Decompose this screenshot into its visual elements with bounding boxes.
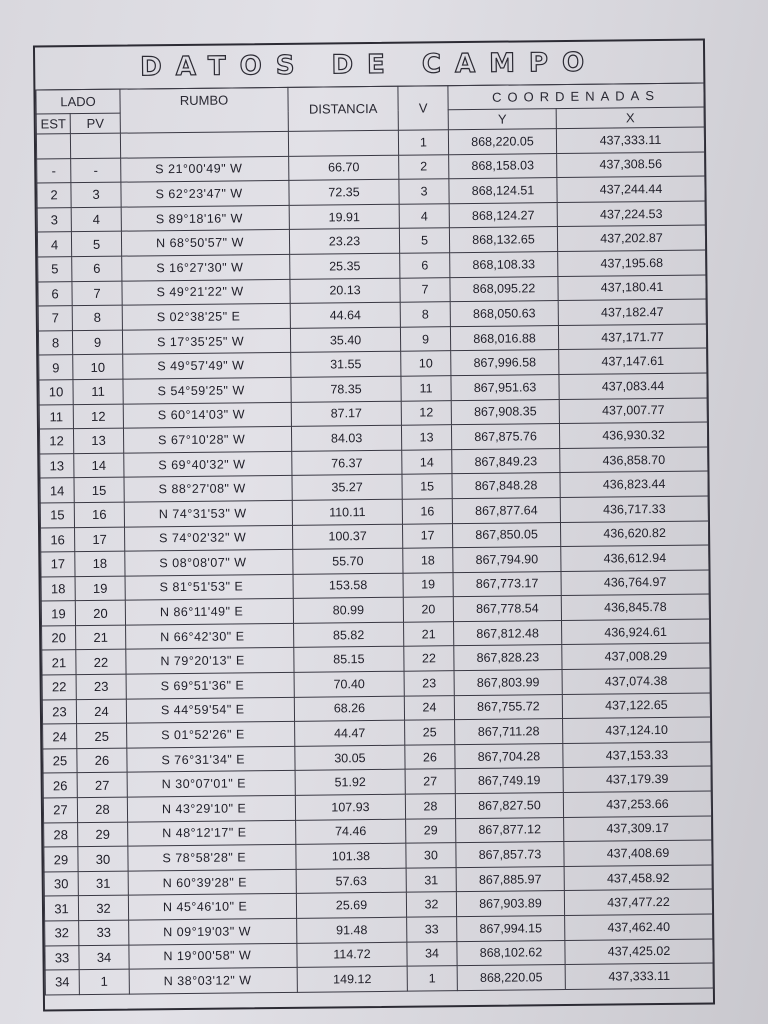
station-cell: 14 [40,478,74,503]
bearing-cell: S 60°14'03" W [123,402,291,428]
coord-y-cell: 868,132.65 [449,227,557,253]
bearing-cell: S 62°23'47" W [121,181,289,207]
vertex-cell: 12 [401,400,451,425]
distance-cell: 25.69 [296,893,406,919]
distance-cell: 110.11 [292,499,402,525]
station-cell: 20 [42,626,76,651]
coord-y-cell: 867,755.72 [454,694,562,720]
bearing-cell: S 21°00'49" W [121,156,289,182]
bearing-cell: N 66°42'30" E [126,623,294,649]
coord-x-cell: 437,182.47 [558,299,706,325]
coord-y-cell: 868,220.05 [457,965,565,991]
vertex-cell: 18 [403,548,453,573]
bearing-cell: N 43°29'10" E [127,795,295,821]
bearing-cell: N 45°46'10" E [128,894,296,920]
bearing-cell: S 01°52'26" E [127,722,295,748]
bearing-cell: S 81°51'53" E [125,574,293,600]
coord-y-cell: 867,951.63 [451,374,559,400]
vertex-cell: 25 [405,720,455,745]
sighted-point-cell: 25 [77,723,127,748]
bearing-cell: S 88°27'08" W [124,476,292,502]
sighted-point-cell: 13 [73,428,123,453]
coord-x-cell: 437,253.66 [563,791,711,817]
bearing-cell: N 68°50'57" W [121,230,289,256]
distance-cell: 153.58 [293,573,403,599]
station-cell: 32 [45,921,79,946]
coord-x-cell: 437,425.02 [565,939,713,965]
station-cell: 6 [38,281,72,306]
station-cell: 26 [43,773,77,798]
station-cell: 25 [43,748,77,773]
sighted-point-cell: 7 [72,281,122,306]
distance-cell: 91.48 [297,917,407,943]
coord-x-cell: 437,202.87 [557,225,705,251]
distance-cell: 35.40 [290,327,400,353]
sighted-point-cell: 17 [75,527,125,552]
vertex-cell: 9 [400,326,450,351]
sighted-point-cell: 1 [79,969,129,994]
bearing-cell: N 30°07'01" E [127,771,295,797]
vertex-cell: 32 [406,892,456,917]
station-cell: 23 [42,699,76,724]
distance-cell: 51.92 [295,770,405,796]
coord-y-cell: 867,778.54 [453,596,561,622]
sighted-point-cell: 19 [75,576,125,601]
vertex-cell: 28 [405,794,455,819]
distance-cell: 78.35 [291,376,401,402]
coord-y-cell: 867,857.73 [456,842,564,868]
bearing-cell: N 74°31'53" W [124,500,292,526]
station-cell: 10 [39,380,73,405]
coord-y-cell: 868,095.22 [450,276,558,302]
sighted-point-cell: 22 [76,650,126,675]
vertex-cell: 1 [398,130,448,155]
coord-y-cell: 867,812.48 [454,620,562,646]
sighted-point-cell: 18 [75,551,125,576]
station-cell: 18 [41,576,75,601]
coord-y-cell: 868,124.27 [449,202,557,228]
sighted-point-cell: 29 [78,822,128,847]
sighted-point-cell: 4 [71,207,121,232]
sighted-point-cell: 6 [72,256,122,281]
station-cell: 29 [44,847,78,872]
sighted-point-cell: 33 [79,920,129,945]
sighted-point-cell: 5 [71,232,121,257]
station-cell: 24 [43,724,77,749]
sighted-point-cell: 12 [73,404,123,429]
station-cell: 17 [41,552,75,577]
header-est: EST [36,114,70,134]
coord-y-cell: 867,848.28 [452,473,560,499]
station-cell: 16 [41,527,75,552]
coord-x-cell: 437,224.53 [557,201,705,227]
sighted-point-cell: 10 [73,354,123,379]
distance-cell: 66.70 [289,155,399,181]
coord-x-cell: 437,008.29 [562,643,710,669]
vertex-cell: 3 [399,179,449,204]
coord-x-cell: 437,074.38 [562,668,710,694]
coord-x-cell: 437,179.39 [563,766,711,792]
distance-cell: 149.12 [297,966,407,992]
sighted-point-cell: 30 [78,846,128,871]
bearing-cell: S 54°59'25" W [123,377,291,403]
coord-y-cell: 867,994.15 [457,916,565,942]
distance-cell: 70.40 [294,671,404,697]
station-cell: 13 [40,453,74,478]
coord-x-cell: 437,462.40 [565,914,713,940]
bearing-cell: S 44°59'54" E [126,697,294,723]
sighted-point-cell: 23 [76,674,126,699]
coord-y-cell: 867,875.76 [451,424,559,450]
distance-cell: 87.17 [291,401,401,427]
vertex-cell: 34 [407,941,457,966]
distance-cell: 85.82 [294,622,404,648]
station-cell: 12 [39,429,73,454]
distance-cell: 44.47 [295,720,405,746]
vertex-cell: 26 [405,745,455,770]
bearing-cell: N 48°12'17" E [128,820,296,846]
vertex-cell: 22 [404,646,454,671]
bearing-cell: N 19°00'58" W [129,943,297,969]
survey-table [35,83,713,996]
sighted-point-cell: 28 [77,797,127,822]
coord-x-cell: 436,930.32 [559,422,707,448]
sighted-point-cell: 16 [74,502,124,527]
station-cell: 3 [37,207,71,232]
coord-y-cell: 868,108.33 [450,252,558,278]
station-cell: 8 [38,330,72,355]
bearing-cell: N 38°03'12" W [129,968,297,994]
bearing-cell: N 86°11'49" E [125,599,293,625]
coord-y-cell: 867,849.23 [452,448,560,474]
coord-x-cell: 437,153.33 [563,742,711,768]
sighted-point-cell: 14 [74,453,124,478]
coord-x-cell: 437,147.61 [559,348,707,374]
coord-x-cell: 437,244.44 [557,176,705,202]
coord-x-cell: 436,764.97 [561,570,709,596]
coord-y-cell: 868,220.05 [448,129,556,155]
coord-x-cell: 437,171.77 [558,324,706,350]
station-cell: - [37,158,71,183]
coord-x-cell: 436,845.78 [561,594,709,620]
bearing-cell: S 17°35'25" W [122,328,290,354]
station-cell: 5 [38,257,72,282]
coord-y-cell: 867,877.64 [452,497,560,523]
distance-cell: 85.15 [294,647,404,673]
vertex-cell: 15 [402,474,452,499]
vertex-cell: 23 [404,671,454,696]
coord-x-cell: 437,308.56 [557,152,705,178]
vertex-cell: 13 [401,425,451,450]
coord-x-cell: 437,122.65 [562,693,710,719]
coord-y-cell: 867,908.35 [451,399,559,425]
bearing-cell: N 60°39'28" E [128,869,296,895]
coord-y-cell: 867,996.58 [451,350,559,376]
coord-y-cell: 867,803.99 [454,670,562,696]
sighted-point-cell: 20 [75,600,125,625]
station-cell: 11 [39,404,73,429]
header-v: V [398,86,448,131]
vertex-cell: 20 [403,597,453,622]
coord-x-cell: 436,924.61 [562,619,710,645]
coord-y-cell: 867,877.12 [456,817,564,843]
vertex-cell: 1 [407,966,457,991]
distance-cell: 114.72 [297,942,407,968]
station-cell: 27 [43,798,77,823]
field-data-sheet [33,39,715,1012]
distance-cell: 74.46 [296,819,406,845]
vertex-cell: 24 [404,695,454,720]
bearing-cell: N 09°19'03" W [129,918,297,944]
header-x: X [556,107,704,129]
vertex-cell: 21 [404,622,454,647]
station-cell: 28 [44,822,78,847]
sighted-point-cell: 31 [78,871,128,896]
station-cell: 4 [37,232,71,257]
coord-x-cell: 437,333.11 [556,127,704,153]
station-cell: 15 [40,503,74,528]
vertex-cell: 29 [406,818,456,843]
coord-y-cell: 867,903.89 [456,891,564,917]
coord-y-cell: 867,711.28 [455,719,563,745]
sighted-point-cell: 34 [79,945,129,970]
bearing-cell: S 16°27'30" W [122,254,290,280]
sighted-point-cell: 21 [76,625,126,650]
coord-x-cell: 437,195.68 [558,250,706,276]
distance-cell: 68.26 [294,696,404,722]
distance-cell: 84.03 [291,425,401,451]
distance-cell: 55.70 [293,548,403,574]
distance-cell: 80.99 [293,597,403,623]
vertex-cell: 16 [402,499,452,524]
distance-cell: 25.35 [290,253,400,279]
station-cell: 33 [45,945,79,970]
coord-y-cell: 867,827.50 [455,793,563,819]
station-cell: 2 [37,183,71,208]
coord-y-cell: 867,704.28 [455,743,563,769]
header-pv: PV [70,113,120,134]
vertex-cell: 5 [399,228,449,253]
sighted-point-cell: 32 [78,895,128,920]
survey-table-body [36,127,713,995]
coord-y-cell: 867,850.05 [452,522,560,548]
sighted-point-cell: 15 [74,477,124,502]
distance-cell: 100.37 [292,524,402,550]
bearing-cell: S 89°18'16" W [121,205,289,231]
station-cell: 7 [38,306,72,331]
distance-cell: 35.27 [292,475,402,501]
distance-cell: 44.64 [290,302,400,328]
sighted-point-cell: 24 [76,699,126,724]
vertex-cell: 30 [406,843,456,868]
distance-cell: 107.93 [295,794,405,820]
coord-y-cell: 868,158.03 [449,153,557,179]
station-cell: 34 [45,970,79,995]
distance-cell: 72.35 [289,179,399,205]
sighted-point-cell: 9 [72,330,122,355]
bearing-cell: S 78°58'28" E [128,845,296,871]
sighted-point-cell: 27 [77,773,127,798]
coord-x-cell: 437,458.92 [564,865,712,891]
coord-y-cell: 868,124.51 [449,178,557,204]
vertex-cell: 4 [399,203,449,228]
sheet-title: DATOS DE CAMPO [35,41,703,91]
bearing-cell: S 74°02'32" W [125,525,293,551]
bearing-cell: S 76°31'34" E [127,746,295,772]
header-y: Y [448,109,556,130]
header-coordenadas: COORDENADAS [448,83,704,110]
coord-y-cell: 867,749.19 [455,768,563,794]
bearing-cell: S 49°57'49" W [123,353,291,379]
distance-cell: 19.91 [289,204,399,230]
vertex-cell: 19 [403,572,453,597]
coord-y-cell: 868,102.62 [457,940,565,966]
coord-y-cell: 868,050.63 [450,301,558,327]
bearing-cell: N 79°20'13" E [126,648,294,674]
distance-cell: 23.23 [289,229,399,255]
distance-cell: 30.05 [295,745,405,771]
bearing-cell: S 08°08'07" W [125,549,293,575]
station-cell: 9 [39,355,73,380]
vertex-cell: 10 [401,351,451,376]
station-cell: 19 [41,601,75,626]
bearing-cell: S 69°51'36" E [126,672,294,698]
bearing-cell: S 67°10'28" W [123,426,291,452]
coord-x-cell: 436,717.33 [560,496,708,522]
coord-x-cell: 437,408.69 [564,840,712,866]
coord-x-cell: 437,083.44 [559,373,707,399]
coord-x-cell: 437,333.11 [565,963,713,989]
station-cell: 30 [44,871,78,896]
bearing-cell: S 69°40'32" W [124,451,292,477]
sighted-point-cell: 26 [77,748,127,773]
coord-y-cell: 867,885.97 [456,866,564,892]
coord-y-cell: 867,794.90 [453,547,561,573]
vertex-cell: 6 [400,253,450,278]
bearing-cell: S 49°21'22" W [122,279,290,305]
distance-cell: 31.55 [291,352,401,378]
station-cell: 31 [44,896,78,921]
vertex-cell: 14 [402,449,452,474]
coord-x-cell: 436,620.82 [560,520,708,546]
coord-x-cell: 437,124.10 [563,717,711,743]
bearing-cell: S 02°38'25" E [122,304,290,330]
sighted-point-cell: 8 [72,305,122,330]
vertex-cell: 7 [400,277,450,302]
vertex-cell: 27 [405,769,455,794]
coord-y-cell: 867,773.17 [453,571,561,597]
header-lado: LADO [36,89,120,114]
vertex-cell: 2 [399,154,449,179]
distance-cell: 20.13 [290,278,400,304]
sighted-point-cell: - [71,158,121,183]
coord-x-cell: 437,477.22 [564,889,712,915]
vertex-cell: 11 [401,376,451,401]
station-cell: 21 [42,650,76,675]
coord-x-cell: 436,612.94 [561,545,709,571]
sighted-point-cell: 3 [71,182,121,207]
station-cell: 22 [42,675,76,700]
vertex-cell: 31 [406,867,456,892]
coord-x-cell: 436,823.44 [560,471,708,497]
distance-cell: 101.38 [296,843,406,869]
coord-y-cell: 867,828.23 [454,645,562,671]
header-rumbo: RUMBO [120,87,288,133]
distance-cell: 76.37 [292,450,402,476]
header-distancia: DISTANCIA [288,86,398,131]
vertex-cell: 33 [407,917,457,942]
coord-x-cell: 437,180.41 [558,275,706,301]
coord-x-cell: 436,858.70 [560,447,708,473]
coord-x-cell: 437,007.77 [559,398,707,424]
vertex-cell: 8 [400,302,450,327]
coord-y-cell: 868,016.88 [450,325,558,351]
distance-cell: 57.63 [296,868,406,894]
vertex-cell: 17 [402,523,452,548]
coord-x-cell: 437,309.17 [564,816,712,842]
sighted-point-cell: 11 [73,379,123,404]
